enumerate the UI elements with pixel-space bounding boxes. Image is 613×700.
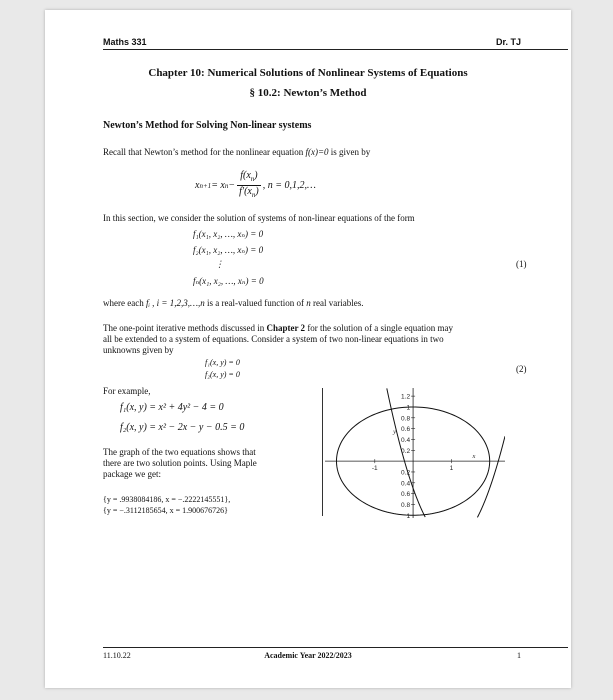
newton-formula bbox=[195, 170, 316, 201]
paragraph-4-line2: all be extended to a system of equations. Consider a system of two non-linear equations in two bbox=[103, 334, 444, 344]
y-tick-label: 0.4 bbox=[401, 436, 411, 444]
footer-page: 1 bbox=[517, 651, 521, 660]
graph-left-border bbox=[322, 388, 323, 516]
example-label: For example, bbox=[103, 386, 151, 396]
paragraph-1-eq: f(x)=0 bbox=[305, 147, 329, 157]
header-instructor: Dr. TJ bbox=[495, 37, 521, 47]
example-line3: package we get: bbox=[103, 469, 161, 479]
y-tick-label: 1.2 bbox=[401, 393, 411, 401]
newton-denominator: $f'(x_n)$ bbox=[239, 186, 259, 199]
system1-rown: fₙ(x₁, x₂, …, xₙ) = 0 bbox=[193, 276, 264, 286]
newton-fraction bbox=[237, 170, 261, 201]
y-tick-label: 0.6 bbox=[401, 491, 411, 499]
x-tick-label: -1 bbox=[371, 465, 378, 473]
paragraph-4-line3: unknowns given by bbox=[103, 345, 174, 355]
section-heading: Newton’s Method for Solving Non-linear systems bbox=[103, 120, 312, 131]
x-axis-label: x bbox=[472, 453, 476, 461]
y-tick-label: 0.8 bbox=[401, 501, 411, 509]
y-axis-label: y bbox=[393, 428, 396, 436]
system1-row2: f₂(x₁, x₂, …, xₙ) = 0 bbox=[193, 245, 264, 255]
solution-2: {y = −.3112185654, x = 1.900676726} bbox=[103, 506, 228, 515]
example-line1: The graph of the two equations shows that bbox=[103, 447, 256, 457]
paragraph-3-eq: fᵢ , i = 1,2,3,…,n bbox=[145, 298, 205, 308]
footer-center: Academic Year 2022/2023 bbox=[264, 651, 352, 660]
system1-dots: ⋮ bbox=[215, 259, 224, 269]
y-tick-label: 0.2 bbox=[401, 447, 411, 455]
equation-number-2: (2) bbox=[516, 364, 527, 374]
paragraph-2: In this section, we consider the solution of systems of non-linear equations of the form bbox=[103, 213, 415, 223]
paragraph-1-text: Recall that Newton’s method for the nonlinear equation bbox=[103, 147, 304, 157]
y-tick-label: 0.4 bbox=[401, 480, 411, 488]
header-rule bbox=[103, 49, 568, 50]
y-tick-label: 0.8 bbox=[401, 415, 411, 423]
system2-row2: f₂(x, y) = 0 bbox=[205, 370, 240, 379]
header-course: Maths 331 bbox=[103, 37, 147, 47]
chapter-title: Chapter 10: Numerical Solutions of Nonlinear Systems of Equations bbox=[148, 67, 468, 79]
y-tick-label: 1 bbox=[406, 512, 411, 518]
newton-lhs-sub: n+1 bbox=[199, 181, 212, 190]
graph-plot bbox=[325, 388, 505, 518]
example-eq2: f₂(x, y) = x² − 2x − y − 0.5 = 0 bbox=[120, 422, 245, 433]
paragraph-1 bbox=[103, 147, 370, 157]
newton-eq-mid: = x bbox=[211, 180, 225, 191]
y-tick-label: 0.6 bbox=[401, 426, 411, 434]
footer-date: 11.10.22 bbox=[103, 651, 131, 660]
example-eq1: f₁(x, y) = x² + 4y² − 4 = 0 bbox=[120, 402, 224, 413]
y-tick-label: 1 bbox=[406, 404, 411, 412]
example-line2: there are two solution points. Using Maple bbox=[103, 458, 257, 468]
x-tick-label: 1 bbox=[449, 465, 454, 473]
y-tick-label: 0.2 bbox=[401, 469, 411, 477]
equation-number-1: (1) bbox=[516, 259, 527, 269]
solution-1: {y = .9938084186, x = −.2222145551}, bbox=[103, 495, 231, 504]
newton-numerator: $f(x_n)$ bbox=[237, 170, 261, 186]
paragraph-1-tail: is given by bbox=[330, 147, 371, 157]
paragraph-3: where each fᵢ , i = 1,2,3,…,n is a real-valued function of n real variables. bbox=[103, 298, 364, 308]
document-page bbox=[45, 10, 571, 688]
section-title: § 10.2: Newton’s Method bbox=[249, 87, 367, 99]
system2-row1: f₁(x, y) = 0 bbox=[205, 358, 240, 367]
paragraph-4-line1: The one-point iterative methods discussed in Chapter 2 for the solution of a single equation may bbox=[103, 323, 454, 333]
chapter-2-ref: Chapter 2 bbox=[266, 323, 306, 333]
system1-row1: f₁(x₁, x₂, …, xₙ) = 0 bbox=[193, 229, 264, 239]
newton-range: , n = 0,1,2,… bbox=[262, 180, 316, 191]
newton-lhs: x bbox=[195, 180, 200, 191]
footer-rule bbox=[103, 647, 568, 648]
newton-mid-sub: n bbox=[224, 181, 229, 190]
newton-minus: − bbox=[228, 180, 236, 191]
